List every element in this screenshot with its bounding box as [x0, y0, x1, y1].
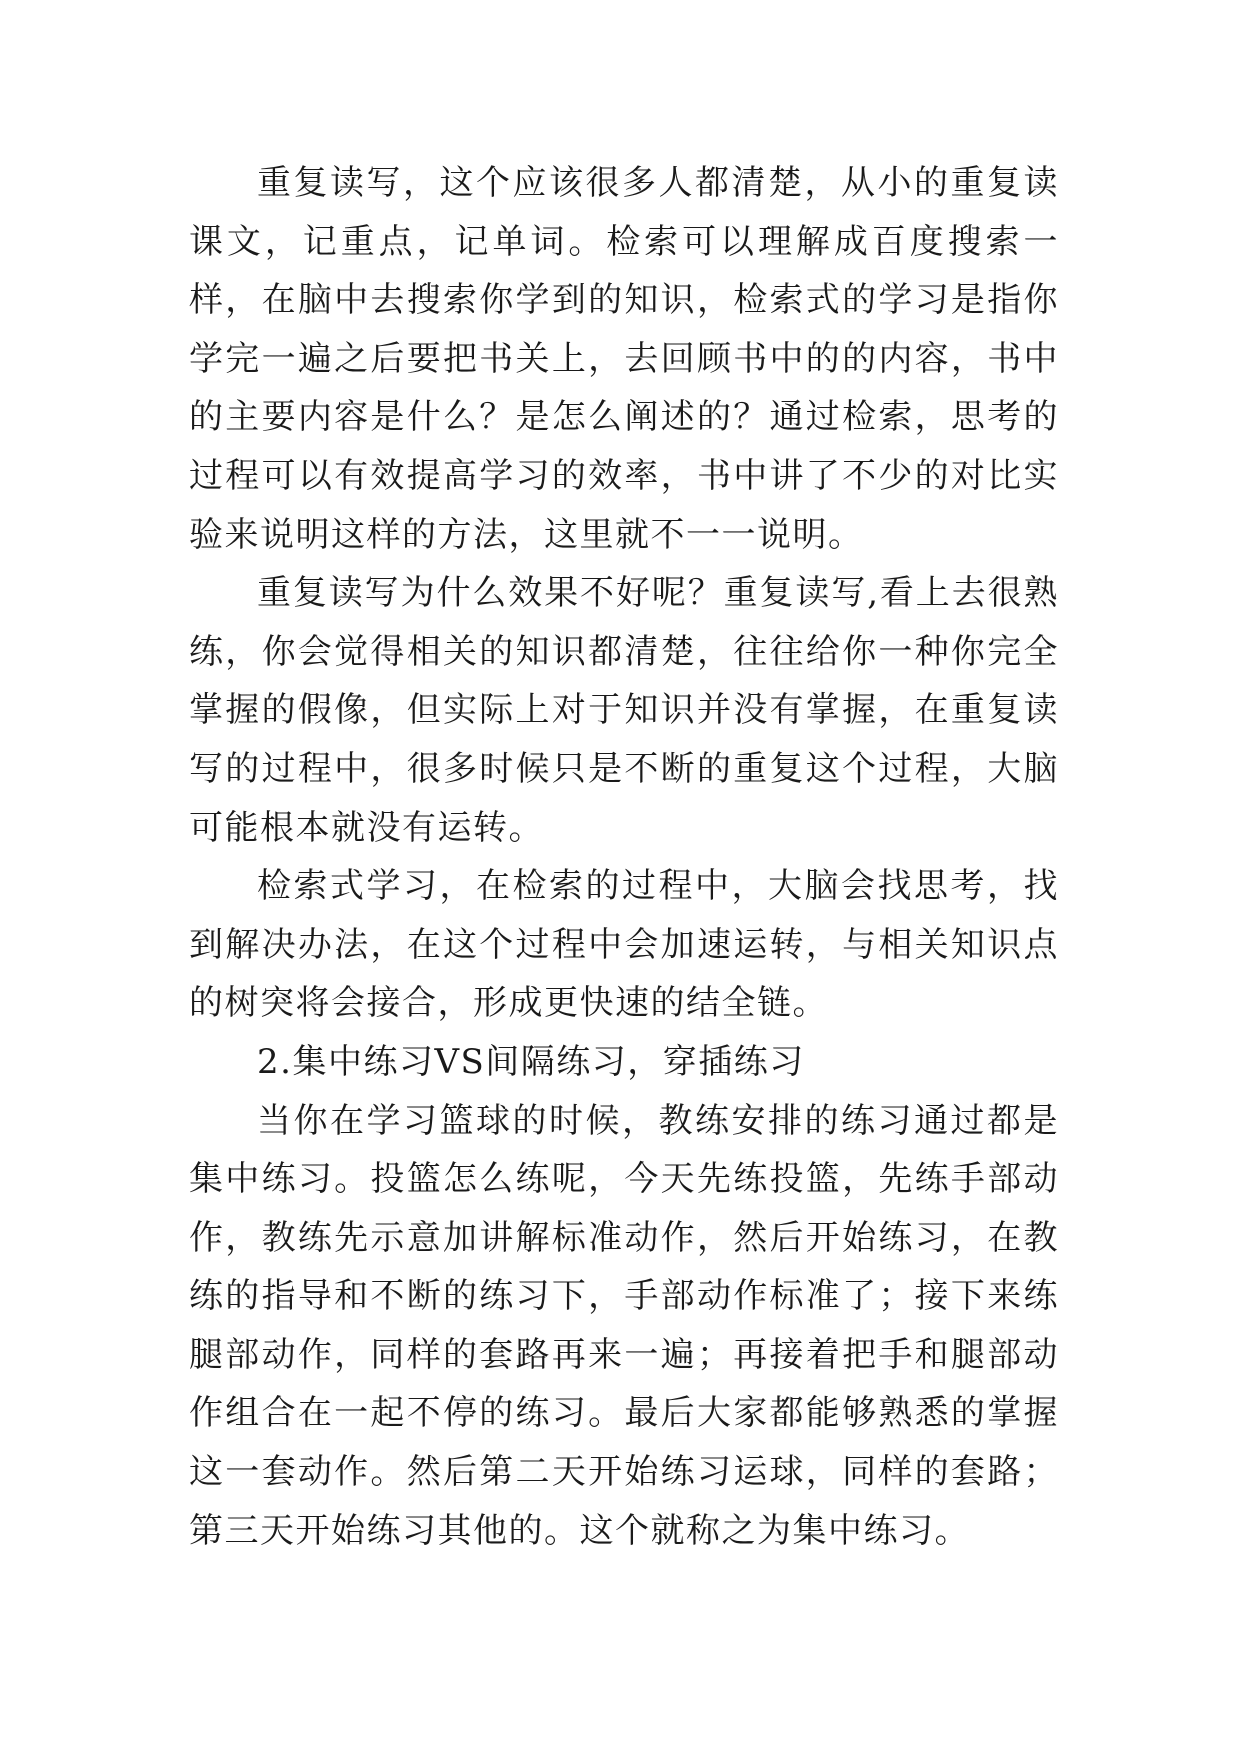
paragraph-why-ineffective: 重复读写为什么效果不好呢？重复读写,看上去很熟练，你会觉得相关的知识都清楚，往往给你一种你完全掌握的假像，但实际上对于知识并没有掌握，在重复读写的过程中，很多时候只是不断的重复这个过程，大脑可能根本就没有运转。: [189, 573, 1059, 848]
document-body: [189, 154, 1059, 1560]
paragraph-repeat-reading: 重复读写，这个应该很多人都清楚，从小的重复读课文，记重点，记单词。检索可以理解成百度搜索一样，在脑中去搜索你学到的知识，检索式的学习是指你学完一遍之后要把书关上，去回顾书中的的内容，书中的主要内容是什么？是怎么阐述的？通过检索，思考的过程可以有效提高学习的效率，书中讲了不少的对比实验来说明这样的方法，这里就不一一说明。: [189, 163, 1059, 555]
paragraph-retrieval-learning: 检索式学习，在检索的过程中，大脑会找思考，找到解决办法，在这个过程中会加速运转，与相关知识点的树突将会接合，形成更快速的结全链。: [189, 866, 1059, 1024]
paragraph-massed-practice: 当你在学习篮球的时候，教练安排的练习通过都是集中练习。投篮怎么练呢，今天先练投篮，先练手部动作，教练先示意加讲解标准动作，然后开始练习，在教练的指导和不断的练习下，手部动作标准了；接下来练腿部动作，同样的套路再来一遍；再接着把手和腿部动作组合在一起不停的练习。最后大家都能够熟悉的掌握这一套动作。然后第二天开始练习运球，同样的套路；第三天开始练习其他的。这个就称之为集中练习。: [189, 1100, 1059, 1551]
section-heading: 2.集中练习VS间隔练习，穿插练习: [257, 1041, 805, 1082]
